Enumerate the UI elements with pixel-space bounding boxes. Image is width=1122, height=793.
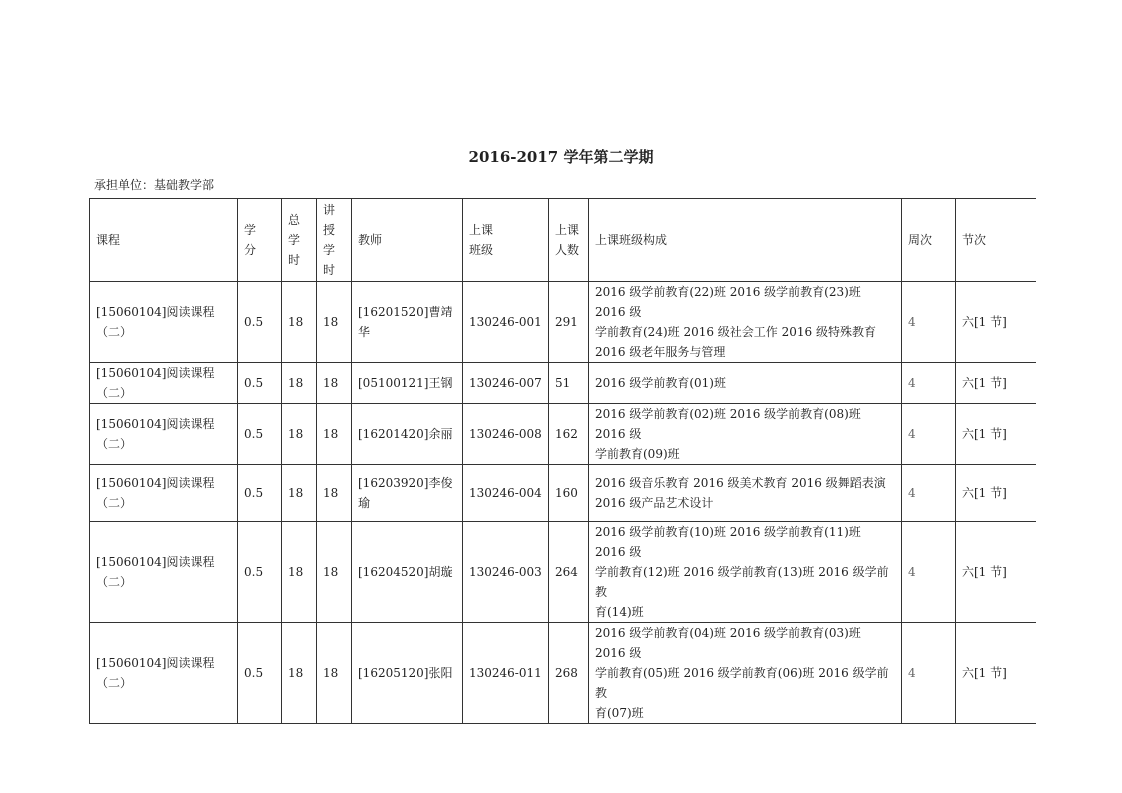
header-class-composition: 上课班级构成	[589, 199, 902, 282]
schedule-table	[89, 198, 1036, 724]
header-teacher: 教师	[352, 199, 463, 282]
header-course: 课程	[90, 199, 238, 282]
cell-course	[90, 465, 238, 522]
table-row	[90, 623, 1036, 724]
cell-total-hours: 18	[282, 404, 317, 465]
cell-periods: 六[1 节]	[956, 522, 1036, 623]
cell-total-hours: 18	[282, 282, 317, 363]
cell-weeks: 4	[902, 282, 956, 363]
header-student-count	[549, 199, 589, 282]
course-name: [15060104]阅读课程	[96, 417, 215, 431]
composition-line: 学前教育(24)班 2016 级社会工作 2016 级特殊教育	[595, 325, 876, 339]
cell-total-hours: 18	[282, 465, 317, 522]
composition-line: 学前教育(12)班 2016 级学前教育(13)班 2016 级学前教	[595, 565, 889, 599]
header-text: 学	[288, 233, 301, 247]
composition-line: 学前教育(05)班 2016 级学前教育(06)班 2016 级学前教	[595, 666, 889, 700]
header-text: 讲	[323, 203, 336, 217]
course-name: [15060104]阅读课程	[96, 476, 215, 490]
cell-credit: 0.5	[238, 522, 282, 623]
table-header-row	[90, 199, 1036, 282]
cell-class-composition	[589, 522, 902, 623]
header-text: 上课	[555, 223, 580, 237]
cell-teacher: [16203920]李俊瑜	[352, 465, 463, 522]
header-lecture-hours	[317, 199, 352, 282]
cell-class-composition	[589, 623, 902, 724]
cell-course	[90, 623, 238, 724]
header-periods: 节次	[956, 199, 1036, 282]
cell-lecture-hours: 18	[317, 363, 352, 404]
cell-periods: 六[1 节]	[956, 404, 1036, 465]
table-row	[90, 522, 1036, 623]
cell-student-count: 264	[549, 522, 589, 623]
course-suffix: （二）	[96, 325, 133, 339]
course-suffix: （二）	[96, 676, 133, 690]
cell-course	[90, 404, 238, 465]
course-name: [15060104]阅读课程	[96, 305, 215, 319]
cell-class-code: 130246-004	[463, 465, 549, 522]
table-row	[90, 363, 1036, 404]
header-text: 上课	[469, 223, 494, 237]
header-total-hours	[282, 199, 317, 282]
cell-weeks: 4	[902, 465, 956, 522]
composition-line: 2016 级产品艺术设计	[595, 496, 714, 510]
header-text: 学	[323, 243, 336, 257]
composition-line: 2016 级学前教育(01)班	[595, 376, 726, 390]
composition-line: 2016 级学前教育(04)班 2016 级学前教育(03)班 2016 级	[595, 626, 861, 660]
course-name: [15060104]阅读课程	[96, 555, 215, 569]
cell-periods: 六[1 节]	[956, 465, 1036, 522]
cell-credit: 0.5	[238, 465, 282, 522]
header-text: 总	[288, 213, 301, 227]
header-text: 授	[323, 223, 336, 237]
header-credit	[238, 199, 282, 282]
cell-total-hours: 18	[282, 522, 317, 623]
cell-teacher: [16204520]胡璇	[352, 522, 463, 623]
cell-lecture-hours: 18	[317, 404, 352, 465]
composition-line: 2016 级学前教育(22)班 2016 级学前教育(23)班 2016 级	[595, 285, 861, 319]
course-name: [15060104]阅读课程	[96, 366, 215, 380]
composition-line: 2016 级音乐教育 2016 级美术教育 2016 级舞蹈表演	[595, 476, 886, 490]
cell-class-code: 130246-008	[463, 404, 549, 465]
cell-class-composition	[589, 363, 902, 404]
header-text: 时	[288, 253, 301, 267]
header-class-code	[463, 199, 549, 282]
cell-total-hours: 18	[282, 363, 317, 404]
course-name: [15060104]阅读课程	[96, 656, 215, 670]
unit-label: 承担单位：基础教学部	[94, 178, 215, 192]
course-suffix: （二）	[96, 386, 133, 400]
cell-course	[90, 522, 238, 623]
cell-weeks: 4	[902, 522, 956, 623]
cell-course	[90, 282, 238, 363]
cell-periods: 六[1 节]	[956, 623, 1036, 724]
cell-periods: 六[1 节]	[956, 282, 1036, 363]
cell-class-composition	[589, 465, 902, 522]
cell-teacher: [16201420]余丽	[352, 404, 463, 465]
course-suffix: （二）	[96, 437, 133, 451]
header-weeks: 周次	[902, 199, 956, 282]
page-title: 2016-2017 学年第二学期	[468, 148, 654, 166]
course-suffix: （二）	[96, 496, 133, 510]
cell-lecture-hours: 18	[317, 282, 352, 363]
cell-periods: 六[1 节]	[956, 363, 1036, 404]
cell-weeks: 4	[902, 404, 956, 465]
cell-credit: 0.5	[238, 404, 282, 465]
cell-teacher: [16205120]张阳	[352, 623, 463, 724]
cell-class-code: 130246-003	[463, 522, 549, 623]
cell-class-code: 130246-007	[463, 363, 549, 404]
cell-class-composition	[589, 404, 902, 465]
cell-teacher: [16201520]曹靖华	[352, 282, 463, 363]
cell-class-code: 130246-011	[463, 623, 549, 724]
composition-line: 育(14)班	[595, 605, 644, 619]
header-text: 班级	[469, 243, 494, 257]
header-text: 人数	[555, 243, 580, 257]
table-row	[90, 465, 1036, 522]
cell-credit: 0.5	[238, 623, 282, 724]
cell-credit: 0.5	[238, 363, 282, 404]
cell-total-hours: 18	[282, 623, 317, 724]
cell-student-count: 268	[549, 623, 589, 724]
cell-lecture-hours: 18	[317, 522, 352, 623]
table-row	[90, 404, 1036, 465]
header-text: 分	[244, 243, 257, 257]
cell-weeks: 4	[902, 363, 956, 404]
cell-teacher: [05100121]王钢	[352, 363, 463, 404]
cell-course	[90, 363, 238, 404]
cell-lecture-hours: 18	[317, 623, 352, 724]
composition-line: 育(07)班	[595, 706, 644, 720]
cell-student-count: 160	[549, 465, 589, 522]
cell-student-count: 51	[549, 363, 589, 404]
cell-class-code: 130246-001	[463, 282, 549, 363]
cell-student-count: 291	[549, 282, 589, 363]
composition-line: 2016 级学前教育(02)班 2016 级学前教育(08)班 2016 级	[595, 407, 861, 441]
cell-student-count: 162	[549, 404, 589, 465]
header-text: 时	[323, 263, 336, 277]
composition-line: 学前教育(09)班	[595, 447, 680, 461]
composition-line: 2016 级老年服务与管理	[595, 345, 726, 359]
cell-credit: 0.5	[238, 282, 282, 363]
table-row	[90, 282, 1036, 363]
cell-lecture-hours: 18	[317, 465, 352, 522]
composition-line: 2016 级学前教育(10)班 2016 级学前教育(11)班 2016 级	[595, 525, 861, 559]
header-text: 学	[244, 223, 257, 237]
cell-class-composition	[589, 282, 902, 363]
cell-weeks: 4	[902, 623, 956, 724]
course-suffix: （二）	[96, 575, 133, 589]
